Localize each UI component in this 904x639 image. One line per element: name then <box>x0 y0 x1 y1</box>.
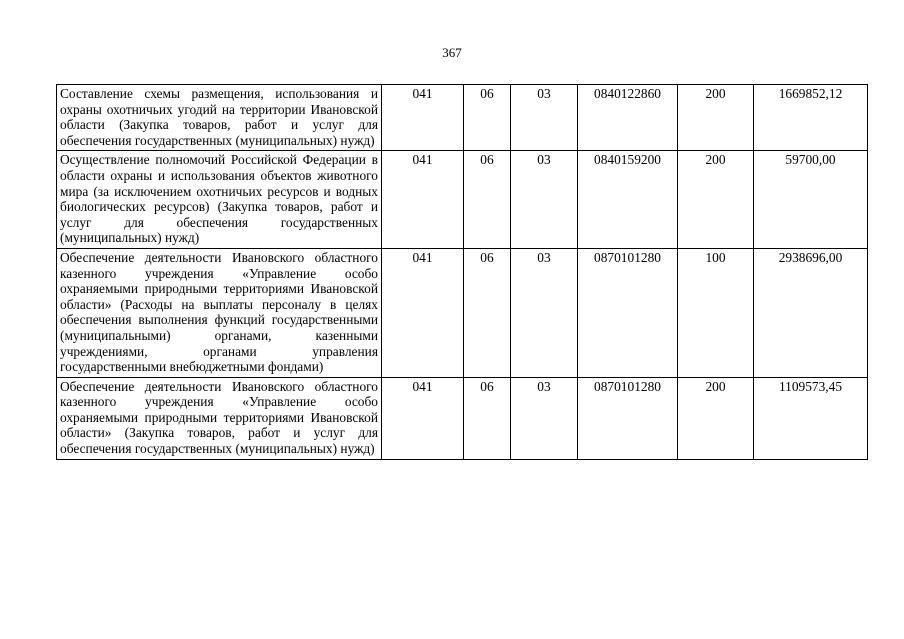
row-ministry-code: 041 <box>382 85 464 151</box>
row-description: Обеспечение деятельности Ивановского областного казенного учреждения «Управление особо охраняемыми природными территориями Ивановской области» (Закупка товаров, работ и услуг для обеспечения государственных (муниципальных) нужд) <box>57 377 382 459</box>
row-target-article: 0870101280 <box>578 377 678 459</box>
row-target-article: 0840122860 <box>578 85 678 151</box>
row-amount: 1669852,12 <box>754 85 868 151</box>
row-ministry-code: 041 <box>382 377 464 459</box>
row-expense-type: 200 <box>678 377 754 459</box>
table-body <box>57 85 868 460</box>
row-amount: 2938696,00 <box>754 248 868 377</box>
row-section-code: 06 <box>464 85 511 151</box>
row-amount: 1109573,45 <box>754 377 868 459</box>
row-section-code: 06 <box>464 248 511 377</box>
row-ministry-code: 041 <box>382 151 464 249</box>
row-subsection-code: 03 <box>511 248 578 377</box>
row-description: Осуществление полномочий Российской Федерации в области охраны и использования объектов животного мира (за исключением охотничьих ресурсов и водных биологических ресурсов) (Закупка товаров, работ и услуг для обеспечения государственных (муниципальных) нужд) <box>57 151 382 249</box>
row-section-code: 06 <box>464 377 511 459</box>
row-subsection-code: 03 <box>511 377 578 459</box>
table-row <box>57 377 868 459</box>
row-target-article: 0870101280 <box>578 248 678 377</box>
row-target-article: 0840159200 <box>578 151 678 249</box>
row-expense-type: 100 <box>678 248 754 377</box>
row-subsection-code: 03 <box>511 151 578 249</box>
budget-table <box>56 84 868 460</box>
row-ministry-code: 041 <box>382 248 464 377</box>
table-row <box>57 151 868 249</box>
row-description: Обеспечение деятельности Ивановского областного казенного учреждения «Управление особо охраняемыми природными территориями Ивановской области» (Расходы на выплаты персоналу в целях обеспечения выполнения функций государственными (муниципальными) органами, казенными учреждениями, органами управления государственными внебюджетными фондами) <box>57 248 382 377</box>
row-subsection-code: 03 <box>511 85 578 151</box>
row-amount: 59700,00 <box>754 151 868 249</box>
row-expense-type: 200 <box>678 85 754 151</box>
table-row <box>57 248 868 377</box>
page-number: 367 <box>442 45 462 60</box>
table-row <box>57 85 868 151</box>
row-expense-type: 200 <box>678 151 754 249</box>
row-section-code: 06 <box>464 151 511 249</box>
row-description: Составление схемы размещения, использования и охраны охотничьих угодий на территории Ивановской области (Закупка товаров, работ и услуг для обеспечения государственных (муниципальных) нужд) <box>57 85 382 151</box>
